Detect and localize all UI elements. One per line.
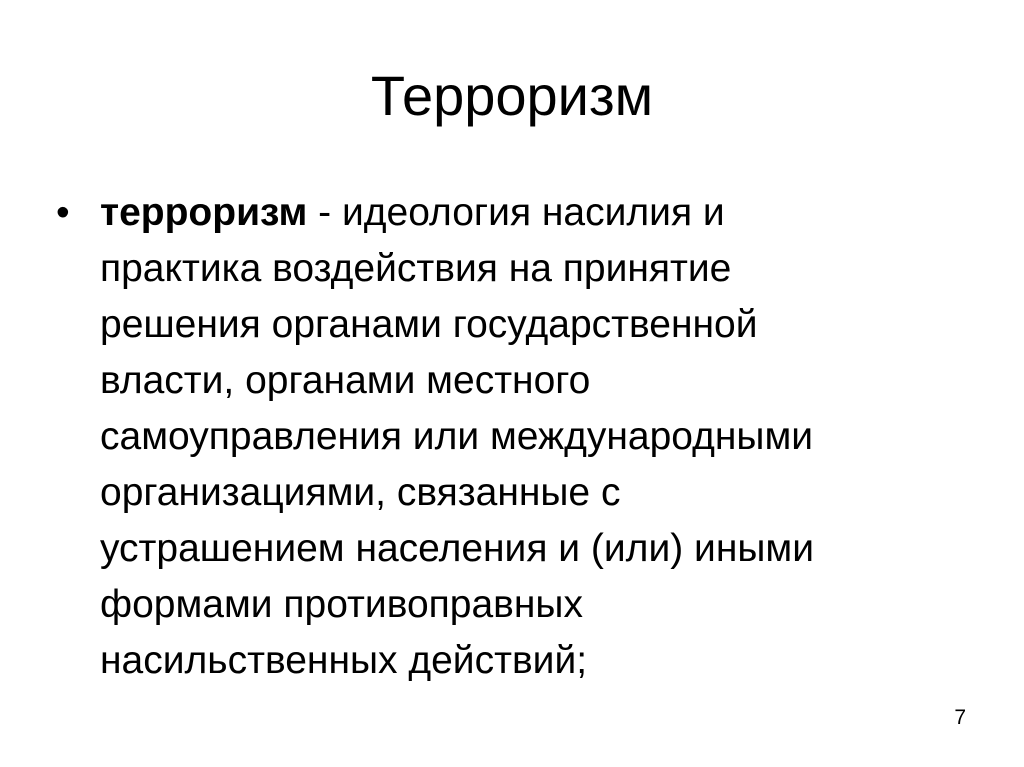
definition-line: самоуправления или международными [100,415,814,458]
definition-line: организациями, связанные с [100,471,621,514]
bullet-icon: • [56,191,70,234]
definition-line: насильственных действий; [100,639,588,682]
definition-bullet [56,185,956,689]
slide-title: Терроризм [370,64,654,127]
definition-line: устрашением населения и (или) иными [100,527,814,570]
definition-line: решения органами государственной [100,303,758,346]
bullet-list [56,185,956,689]
defined-term: терроризм [100,191,308,234]
definition-first-line-text: - идеология насилия и [307,191,725,234]
page-number: 7 [954,706,966,729]
definition-line: формами противоправных [100,583,583,626]
definition-line: практика воздействия на принятие [100,247,732,290]
definition-first-line [100,185,956,241]
definition-line: власти, органами местного [100,359,591,402]
